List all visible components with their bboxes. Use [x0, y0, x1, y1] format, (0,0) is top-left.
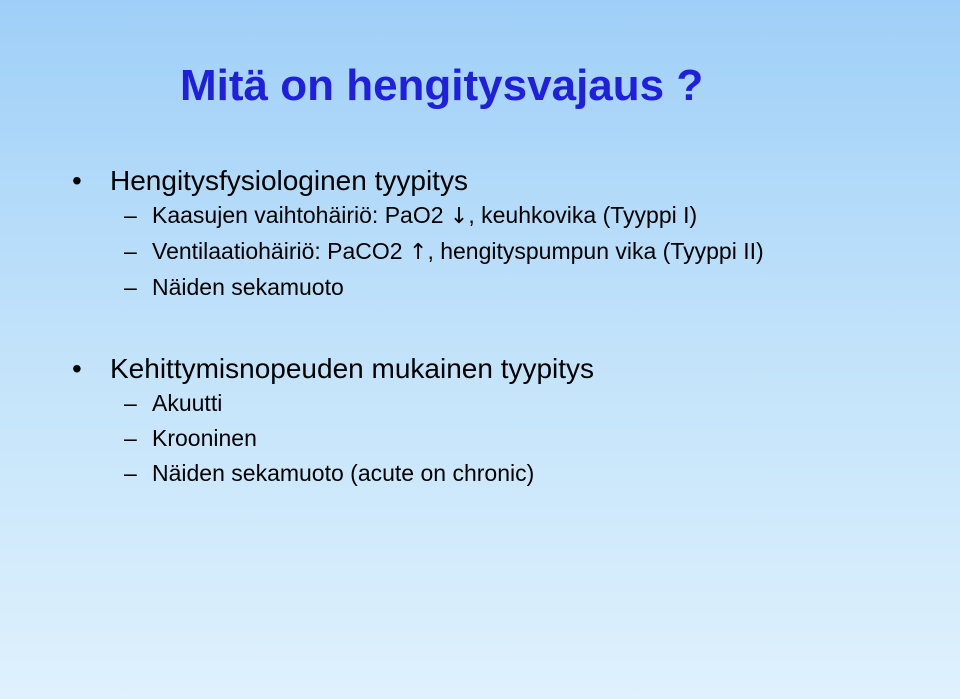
- item-text-suffix: , keuhkovika (Tyyppi I): [468, 202, 698, 228]
- heading-text: Kehittymisnopeuden mukainen tyypitys: [110, 353, 595, 384]
- section-heading: [0, 352, 960, 386]
- item-text: Kaasujen vaihtohäiriö: PaO2: [152, 202, 450, 228]
- dash-icon: –: [124, 390, 137, 416]
- item-text: Krooninen: [152, 425, 257, 451]
- list-item: [0, 234, 960, 270]
- section-development-speed: [0, 352, 960, 491]
- heading-text: Hengitysfysiologinen tyypitys: [110, 165, 468, 196]
- dash-icon: –: [124, 425, 137, 451]
- arrow-up-icon: ↑: [409, 240, 428, 265]
- arrow-down-icon: ↓: [449, 204, 469, 229]
- list-item: [0, 198, 960, 234]
- list-item: [0, 270, 960, 305]
- dash-icon: –: [124, 238, 137, 264]
- section-heading: [0, 164, 960, 198]
- item-text: Akuutti: [152, 390, 223, 416]
- bullet-icon: •: [72, 353, 82, 384]
- bullet-icon: •: [72, 165, 82, 196]
- item-text: Ventilaatiohäiriö: PaCO2: [152, 238, 409, 264]
- item-text-suffix: , hengityspumpun vika (Tyyppi II): [427, 238, 764, 264]
- dash-icon: –: [124, 202, 137, 228]
- item-text: Näiden sekamuoto: [152, 274, 344, 300]
- list-item: [0, 456, 960, 491]
- item-text: Näiden sekamuoto (acute on chronic): [152, 460, 535, 486]
- dash-icon: –: [124, 460, 137, 486]
- section-respiratory-physiology: [0, 164, 960, 305]
- list-item: [0, 421, 960, 456]
- slide-title: Mitä on hengitysvajaus ?: [180, 61, 704, 110]
- list-item: [0, 386, 960, 421]
- dash-icon: –: [124, 274, 137, 300]
